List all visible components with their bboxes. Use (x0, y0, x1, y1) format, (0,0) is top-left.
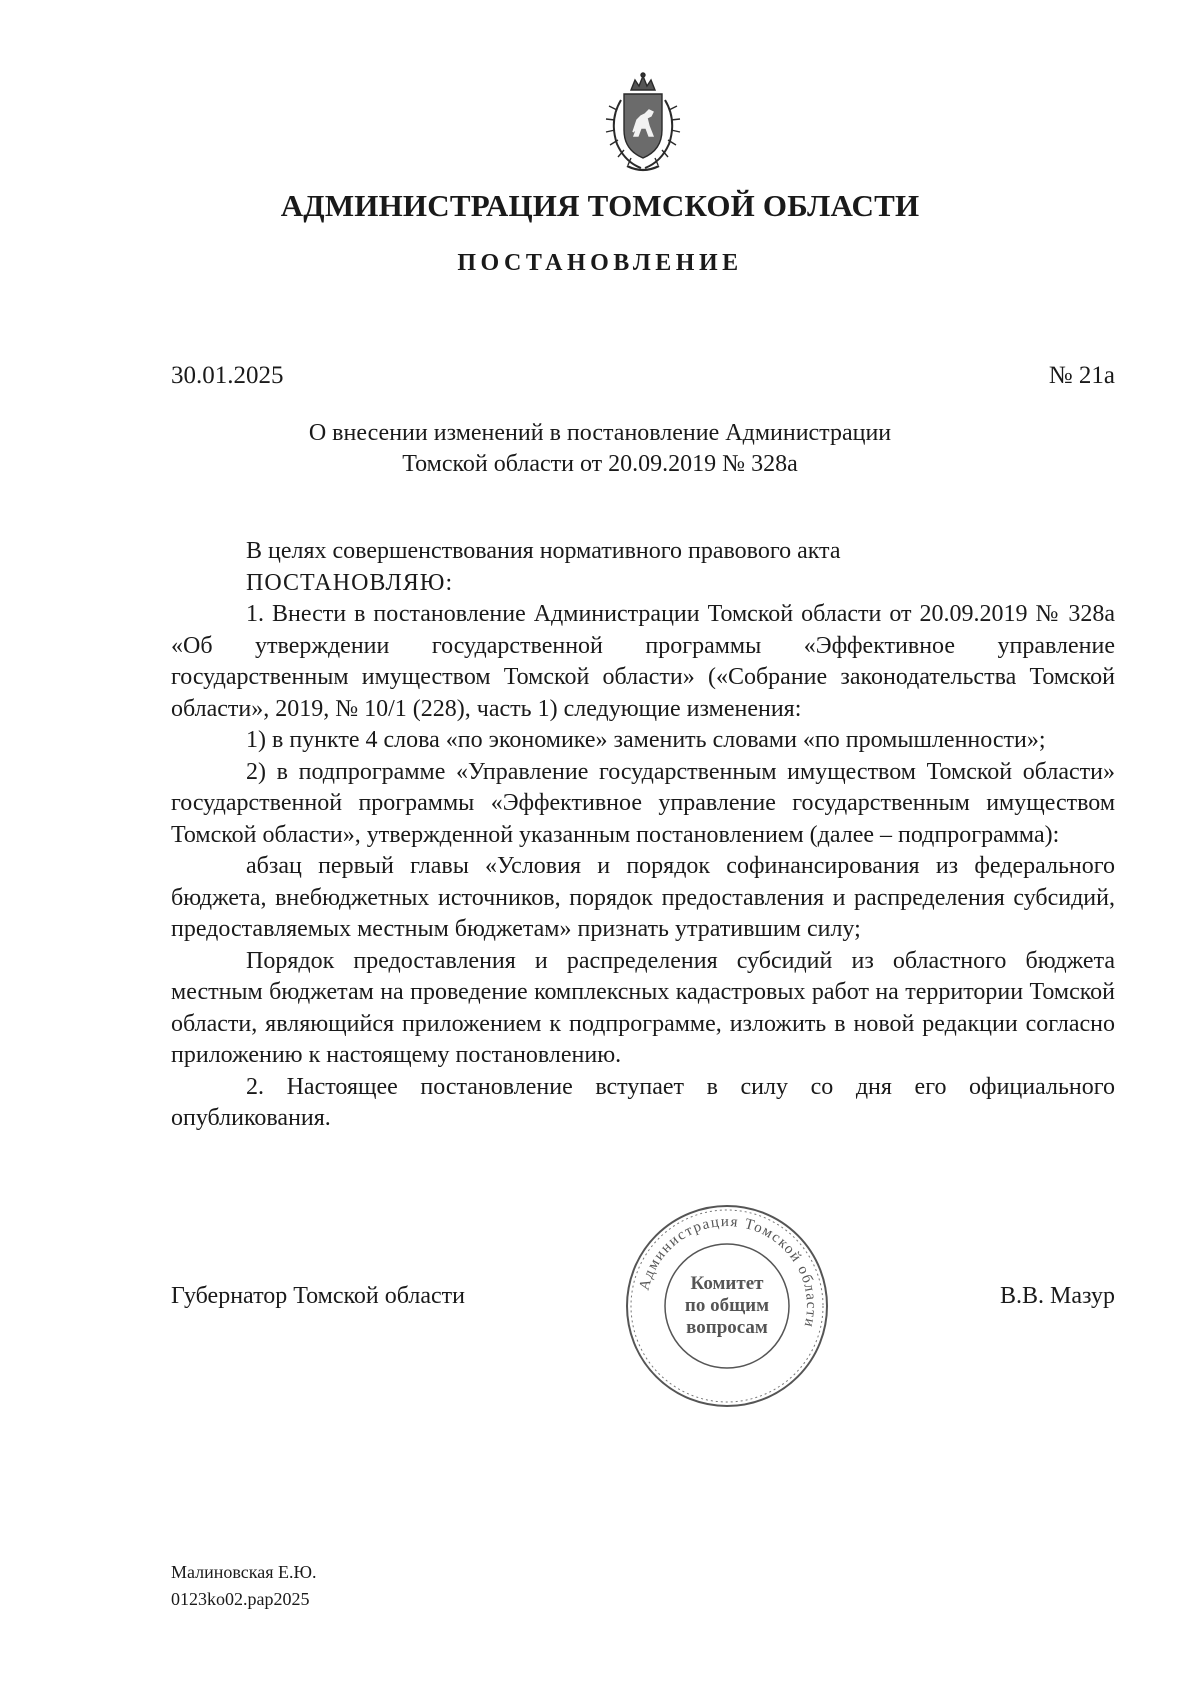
signer-name: В.В. Мазур (1000, 1283, 1115, 1309)
clause-paragraph: 1) в пункте 4 слова «по экономике» заменить словами «по промышленности»; (246, 727, 1046, 753)
executor-name: Малиновская Е.Ю. (171, 1562, 317, 1582)
executor-block (171, 1559, 317, 1613)
stamp-center-line: по общим (684, 1295, 770, 1316)
executor-file: 0123ko02.pap2025 (171, 1589, 310, 1609)
subject-line: Томской области от 20.09.2019 № 328а (402, 451, 798, 477)
clause-paragraph: 2. Настоящее постановление вступает в силу со дня его официального опубликования. (171, 1073, 1115, 1131)
stamp-center-line: Комитет (690, 1273, 764, 1294)
document-number: № 21а (1048, 362, 1115, 389)
clause-paragraph: абзац первый главы «Условия и порядок софинансирования из федерального бюджета, внебюджетных источников, порядок предоставления и распределения субсидий, предоставляемых местным бюджетам» признать утратившим силу; (171, 853, 1115, 942)
document-type-heading: ПОСТАНОВЛЕНИЕ (457, 250, 743, 276)
stamp-center-line: вопросам (686, 1317, 768, 1338)
tomsk-coat-of-arms-icon (591, 70, 695, 174)
preamble-paragraph: В целях совершенствования нормативного правового акта (246, 538, 841, 564)
signer-title: Губернатор Томской области (171, 1283, 465, 1309)
clause-paragraph: Порядок предоставления и распределения субсидий из областного бюджета местным бюджетам на проведение комплексных кадастровых работ на территории Томской области, являющийся приложением к подпрограмме, изложить в новой редакции согласно приложению к настоящему постановлению. (171, 947, 1115, 1068)
document-date: 30.01.2025 (171, 362, 284, 389)
round-seal-icon (624, 1203, 830, 1409)
document-subject (0, 418, 1200, 480)
document-body (171, 536, 1115, 1135)
stamp-ring-text: Администрация Томской области (636, 1213, 820, 1330)
subject-line: О внесении изменений в постановление Администрации (308, 420, 892, 446)
clause-paragraph: 1. Внести в постановление Администрации Томской области от 20.09.2019 № 328а «Об утверждении государственной программы «Эффективное управление государственным имуществом Томской области» («Собрание законодательства Томской области», 2019, № 10/1 (228), часть 1) следующие изменения: (171, 601, 1115, 722)
organization-title: АДМИНИСТРАЦИЯ ТОМСКОЙ ОБЛАСТИ (280, 188, 920, 223)
clause-paragraph: 2) в подпрограмме «Управление государственным имуществом Томской области» государственной программы «Эффективное управление государственным имуществом Томской области», утвержденной указанным постановлением (далее – подпрограмма): (171, 758, 1115, 848)
resolve-heading: ПОСТАНОВЛЯЮ: (246, 569, 454, 596)
